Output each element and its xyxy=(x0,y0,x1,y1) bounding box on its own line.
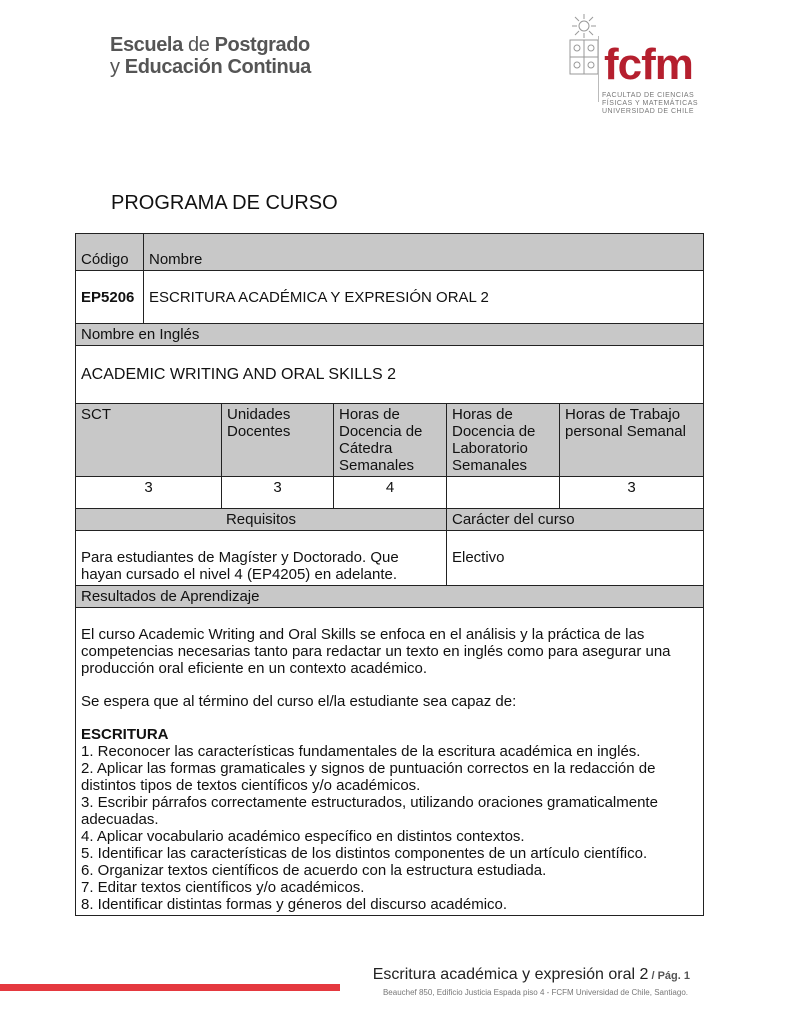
requisitos-value: Para estudiantes de Magíster y Doctorado. Que hayan cursado el nivel 4 (EP4205) en adelante. xyxy=(76,531,447,586)
table-row xyxy=(76,586,704,608)
list-item: 4. Aplicar vocabulario académico específico en distintos contextos. xyxy=(81,828,525,845)
school-name-bold-3: Educación Continua xyxy=(124,56,311,78)
list-item: 8. Identificar distintas formas y géneros del discurso académico. xyxy=(81,896,508,913)
laboratorio-value xyxy=(447,477,560,509)
list-item: 2. Aplicar las formas gramaticales y signos de puntuación correctos en la redacción de distintos tipos de textos científicos y/o académicos. xyxy=(81,760,656,794)
english-name-label: Nombre en Inglés xyxy=(76,324,704,346)
fcfm-logo xyxy=(566,14,699,116)
fcfm-logo-text: fcfm xyxy=(604,40,693,89)
university-seal-icon xyxy=(566,14,602,78)
trabajo-value: 3 xyxy=(560,477,704,509)
unidades-value: 3 xyxy=(222,477,334,509)
list-item: 6. Organizar textos científicos de acuerdo con la estructura estudiada. xyxy=(81,862,547,879)
list-item: 7. Editar textos científicos y/o académicos. xyxy=(81,879,365,896)
school-name-light: de xyxy=(182,34,215,56)
table-row xyxy=(76,404,704,477)
list-item: 1. Reconocer las características fundamentales de la escritura académica en inglés. xyxy=(81,743,641,760)
escritura-heading: ESCRITURA xyxy=(81,726,169,743)
table-row xyxy=(76,608,704,916)
sct-value: 3 xyxy=(76,477,222,509)
table-row xyxy=(76,271,704,324)
resultados-content xyxy=(76,608,704,916)
logo-divider xyxy=(598,36,600,102)
faculty-name xyxy=(602,92,698,116)
table-row xyxy=(76,531,704,586)
school-name-bold: Escuela xyxy=(110,34,183,56)
course-intro: El curso Academic Writing and Oral Skills se enfoca en el análisis y la práctica de las competencias necesarias tanto para redactar un texto en inglés como para asegurar una producción oral eficiente en un contexto académico. xyxy=(81,626,671,677)
table-row xyxy=(76,324,704,346)
expectation-text: Se espera que al término del curso el/la estudiante sea capaz de: xyxy=(81,693,517,710)
sct-header: SCT xyxy=(76,404,222,477)
laboratorio-header: Horas de Docencia de Laboratorio Semanales xyxy=(447,404,560,477)
school-name-bold-2: Postgrado xyxy=(214,34,310,56)
caracter-label: Carácter del curso xyxy=(447,509,704,531)
page-number: / Pág. 1 xyxy=(648,970,690,982)
school-name-light-2: y xyxy=(110,56,125,78)
faculty-line-1: FACULTAD DE CIENCIAS xyxy=(602,92,695,99)
table-row xyxy=(76,477,704,509)
table-row xyxy=(76,509,704,531)
catedra-header: Horas de Docencia de Cátedra Semanales xyxy=(334,404,447,477)
school-logo xyxy=(110,34,311,78)
trabajo-header: Horas de Trabajo personal Semanal xyxy=(560,404,704,477)
unidades-header: Unidades Docentes xyxy=(222,404,334,477)
nombre-label: Nombre xyxy=(144,234,704,271)
footer-accent-bar xyxy=(0,984,340,991)
catedra-value: 4 xyxy=(334,477,447,509)
english-name: ACADEMIC WRITING AND ORAL SKILLS 2 xyxy=(76,346,704,404)
footer-course: Escritura académica y expresión oral 2 xyxy=(372,966,649,983)
list-item: 5. Identificar las características de los distintos componentes de un artículo científico. xyxy=(81,845,648,862)
course-code: EP5206 xyxy=(76,271,144,324)
page-title: PROGRAMA DE CURSO xyxy=(111,192,338,214)
codigo-label: Código xyxy=(76,234,144,271)
footer-title xyxy=(373,966,690,984)
faculty-line-3: UNIVERSIDAD DE CHILE xyxy=(602,108,695,115)
table-row xyxy=(76,234,704,271)
course-name: ESCRITURA ACADÉMICA Y EXPRESIÓN ORAL 2 xyxy=(144,271,704,324)
requisitos-label: Requisitos xyxy=(76,509,447,531)
course-program-table xyxy=(75,233,704,916)
faculty-line-2: FÍSICAS Y MATEMÁTICAS xyxy=(602,100,699,107)
footer-address: Beauchef 850, Edificio Justicia Espada piso 4 - FCFM Universidad de Chile, Santiago. xyxy=(382,988,688,997)
resultados-label: Resultados de Aprendizaje xyxy=(76,586,704,608)
table-row xyxy=(76,346,704,404)
list-item: 3. Escribir párrafos correctamente estructurados, utilizando oraciones gramaticalmente adecuadas. xyxy=(81,794,658,828)
caracter-value: Electivo xyxy=(447,531,704,586)
